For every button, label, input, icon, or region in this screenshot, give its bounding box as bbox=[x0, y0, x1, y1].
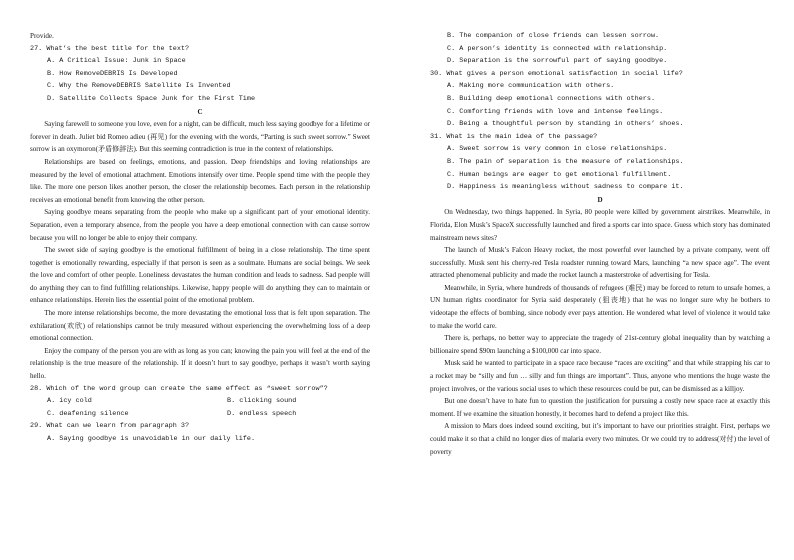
question-28-options-row-1 bbox=[30, 395, 370, 408]
question-28-option-d: D. endless speech bbox=[227, 409, 297, 418]
question-29-option-c: C. A person’s identity is connected with relationship. bbox=[447, 44, 668, 53]
passage-d-paragraph-1: On Wednesday, two things happened. In Syria, 80 people were killed by government airstrikes. Meanwhile, in Florida, Elon Musk’s SpaceX successfully launched and fired a sports car into space. Guess which story has dominated mainstream news sites? bbox=[430, 208, 770, 242]
question-27-stem: 27. What’s the best title for the text? bbox=[30, 44, 190, 53]
question-30-option-d: D. Being a thoughtful person by standing in others’ shoes. bbox=[447, 120, 684, 129]
passage-d-paragraph-2: The launch of Musk’s Falcon Heavy rocket, the most powerful ever launched by a private company, went off successfully. Musk sent his cherry-red Tesla roadster running toward Mars, launching “a new space age”. The event attracted phenomenal publicity and made the rocket launch a masterstroke of advertising for Tesla. bbox=[430, 246, 770, 280]
question-30-option-c: C. Comforting friends with love and intense feelings. bbox=[447, 107, 664, 116]
passage-d-paragraph-4: There is, perhaps, no better way to appreciate the tragedy of 21st-century global inequality than by watching a billionaire spend $90m launching a $100,000 car into space. bbox=[430, 334, 770, 355]
question-28-stem: 28. Which of the word group can create the same effect as “sweet sorrow”? bbox=[30, 384, 328, 393]
passage-c-paragraph-6: Enjoy the company of the person you are with as long as you can; knowing the pain you will feel at the end of the relationship is the true measure of the relationship. If it doesn’t hurt to say goodbye, perhaps it wasn’t worth saying hello. bbox=[30, 346, 370, 381]
question-30-option-a: A. Making more communication with others. bbox=[447, 82, 615, 91]
question-31-option-d: D. Happiness is meaningless without sadness to compare it. bbox=[447, 183, 684, 192]
passage-d-paragraph-3: Meanwhile, in Syria, where hundreds of thousands of refugees (难民) may be forced to return to unsafe homes, a UN human rights coordinator for Syria said desperately (狙丧地) that he was no longer sure why he bothers to videotape the effects of bombing, since nobody ever pays attention. He wondered what level of violence it would take to make the world care. bbox=[430, 283, 770, 330]
question-30-option-b: B. Building deep emotional connections with others. bbox=[447, 94, 656, 103]
question-30-stem: 30. What gives a person emotional satisfaction in social life? bbox=[430, 69, 683, 78]
section-c-heading: C bbox=[197, 107, 203, 116]
question-31-option-c: C. Human beings are eager to get emotional fulfillment. bbox=[447, 170, 672, 179]
question-29-stem: 29. What can we learn from paragraph 3? bbox=[30, 422, 190, 431]
right-column bbox=[430, 30, 770, 560]
question-31-stem: 31. What is the main idea of the passage? bbox=[430, 132, 598, 141]
passage-c-paragraph-5: The more intense relationships become, the more devastating the emotional loss that is felt upon separation. The exhilaration(欢欣) of relationships cannot be truly measured without experiencing the overwhelming loss of a deep emotional connection. bbox=[30, 309, 370, 343]
passage-c-paragraph-2: Relationships are based on feelings, emotions, and passion. Deep friendships and loving relationships are measured by the level of emotional attachment. Emotions intensify over time. People spend time with the people they like. The more one person likes another person, the closer the relationship becomes. Each person in the relationship receives an emotional benefit from knowing the other person. bbox=[30, 157, 370, 204]
left-column bbox=[30, 30, 370, 560]
question-27-option-a: A. A Critical Issue: Junk in Space bbox=[47, 57, 186, 66]
passage-c-paragraph-4: The sweet side of saying goodbye is the emotional fulfillment of being in a close relationship. The time spent together is emotionally rewarding, especially if that person is seen as a soulmate. Humans are social beings. We seek the love and comfort of other people. Loneliness devastates the human condition and leads to sadness. Sad people will do anything they can to find fulfilling relationships. Likewise, happy people will do anything they can to maintain or enhance relationships. Herein lies the essential point of the emotional problem. bbox=[30, 246, 370, 305]
passage-d-paragraph-6: But one doesn’t have to hate fun to question the justification for pursuing a costly new space race at exactly this moment. If we examine the situation honestly, it becomes hard to defend a project like this. bbox=[430, 397, 770, 418]
passage-c-paragraph-3: Saying goodbye means separating from the people who make up a significant part of your emotional identity. Separation, even a temporary absence, from the people you have a deep emotional connection with can cause sorrow because you will no longer be able to enjoy their company. bbox=[30, 208, 370, 242]
passage-c-paragraph-1: Saying farewell to someone you love, even for a night, can be difficult, much less saying goodbye for a lifetime or forever in death. Juliet bid Romeo adieu (再见) for the evening with the words, “Parting is such sweet sorrow.” Sweet sorrow is an oxymoron(矛盾修辞法). But this seeming contradiction is true in the context of relationships. bbox=[30, 120, 370, 154]
section-d-heading: D bbox=[597, 195, 603, 204]
question-28-option-a: A. icy cold bbox=[47, 397, 92, 406]
question-27-option-c: C. Why the RemoveDEBRIS Satellite Is Invented bbox=[47, 82, 231, 91]
question-28-option-c: C. deafening silence bbox=[47, 409, 129, 418]
passage-d-paragraph-7: A mission to Mars does indeed sound exciting, but it’s important to have our priorities straight. First, perhaps we could make it so that a child no longer dies of malaria every two minutes. Or we could try to address(对付) the level of poverty bbox=[430, 422, 770, 456]
question-29-option-b: B. The companion of close friends can lessen sorrow. bbox=[447, 32, 660, 40]
question-29-option-d: D. Separation is the sorrowful part of saying goodbye. bbox=[447, 57, 668, 66]
question-31-option-a: A. Sweet sorrow is very common in close relationships. bbox=[447, 145, 668, 154]
question-28-options-row-2 bbox=[30, 408, 370, 421]
question-31-option-b: B. The pain of separation is the measure of relationships. bbox=[447, 157, 684, 166]
question-27-option-b: B. How RemoveDEBRIS Is Developed bbox=[47, 69, 178, 78]
question-27-option-d: D. Satellite Collects Space Junk for the First Time bbox=[47, 94, 256, 103]
previous-passage-tail: Provide. bbox=[30, 32, 54, 40]
question-28-option-b: B. clicking sound bbox=[227, 397, 297, 406]
passage-d-paragraph-5: Musk said he wanted to participate in a space race because “races are exciting” and that while strapping his car to a rocket may be “silly and fun … silly and fun things are important”. Thus, anyone who mentions the huge waste the project involves, or the various social uses to which these resources could be put, can be dismissed as a killjoy. bbox=[430, 359, 770, 393]
question-29-option-a: A. Saying goodbye is unavoidable in our daily life. bbox=[47, 435, 256, 443]
